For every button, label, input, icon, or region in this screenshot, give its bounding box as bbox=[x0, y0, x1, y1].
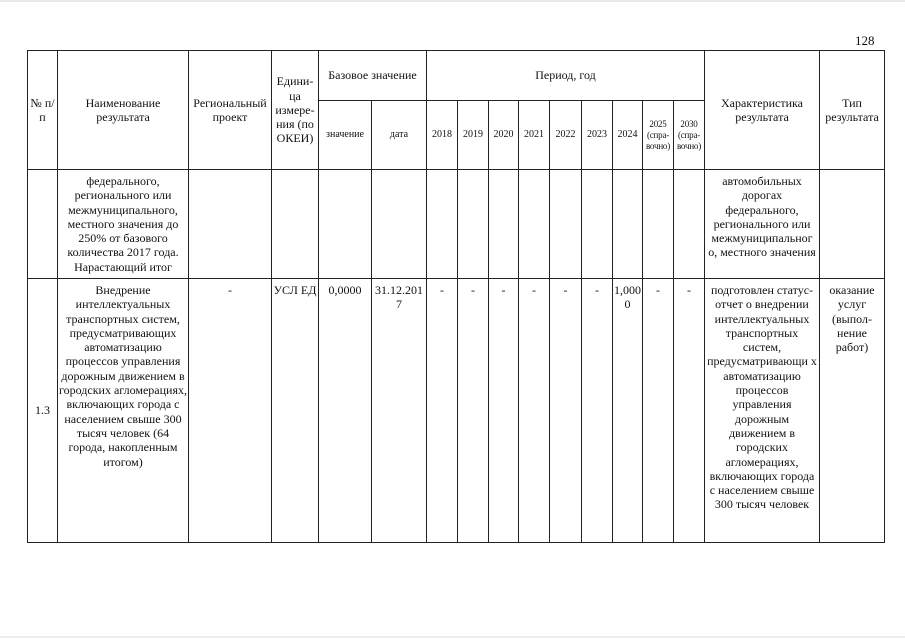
cell-characteristic: подготовлен статус-отчет о внедрении интеллектуальных транспортных систем, предусматривающи х автоматизацию процессов управления дорожным движением в городских агломерациях, включающих города с населением свыше 300 тысяч человек bbox=[705, 279, 820, 543]
cell-empty bbox=[613, 170, 643, 279]
cell-empty bbox=[820, 170, 885, 279]
header-year: 2019 bbox=[458, 101, 489, 170]
cell-name: федерального, регионального или межмуниципального, местного значения до 250% от базового количества 2017 года. Нарастающий итог bbox=[58, 170, 189, 279]
header-name: Наименование результата bbox=[58, 51, 189, 170]
results-table bbox=[27, 50, 885, 543]
header-row-main bbox=[28, 51, 885, 101]
header-year: 2020 bbox=[489, 101, 519, 170]
table-row-continuation bbox=[28, 170, 885, 279]
cell-year: - bbox=[427, 279, 458, 543]
cell-year: - bbox=[519, 279, 550, 543]
cell-empty bbox=[582, 170, 613, 279]
cell-empty bbox=[643, 170, 674, 279]
cell-year: - bbox=[582, 279, 613, 543]
cell-unit: УСЛ ЕД bbox=[272, 279, 319, 543]
cell-year-2024: 1,0000 bbox=[613, 279, 643, 543]
cell-empty bbox=[427, 170, 458, 279]
cell-characteristic: автомобильных дорогах федерального, регионального или межмуниципальног о, местного значения bbox=[705, 170, 820, 279]
header-period: Период, год bbox=[427, 51, 705, 101]
cell-empty bbox=[458, 170, 489, 279]
cell-base-date: 31.12.2017 bbox=[372, 279, 427, 543]
header-base-value: значение bbox=[319, 101, 372, 170]
header-regional: Региональный проект bbox=[189, 51, 272, 170]
header-year-2025: 2025 (спра-вочно) bbox=[643, 101, 674, 170]
cell-empty bbox=[272, 170, 319, 279]
cell-empty bbox=[372, 170, 427, 279]
header-year: 2024 bbox=[613, 101, 643, 170]
cell-regional: - bbox=[189, 279, 272, 543]
cell-num: 1.3 bbox=[28, 279, 58, 543]
cell-empty bbox=[189, 170, 272, 279]
cell-year: - bbox=[489, 279, 519, 543]
scan-edge-bottom bbox=[0, 636, 905, 638]
header-base-date: дата bbox=[372, 101, 427, 170]
header-type: Тип результата bbox=[820, 51, 885, 170]
cell-year-2030: - bbox=[674, 279, 705, 543]
header-year: 2023 bbox=[582, 101, 613, 170]
cell-year: - bbox=[550, 279, 582, 543]
cell-empty bbox=[319, 170, 372, 279]
header-year: 2022 bbox=[550, 101, 582, 170]
page-number: 128 bbox=[855, 33, 875, 48]
cell-num bbox=[28, 170, 58, 279]
table-row-1-3 bbox=[28, 279, 885, 543]
header-unit: Едини-ца измере-ния (по ОКЕИ) bbox=[272, 51, 319, 170]
cell-empty bbox=[550, 170, 582, 279]
scan-edge-top bbox=[0, 0, 905, 2]
cell-empty bbox=[489, 170, 519, 279]
cell-name: Внедрение интеллектуальных транспортных систем, предусматривающих автоматизацию процессов управления дорожным движением в городских агломерациях, включающих города с населением свыше 300 тысяч человек (64 города, накопленным итогом) bbox=[58, 279, 189, 543]
cell-empty bbox=[674, 170, 705, 279]
cell-type: оказание услуг (выпол-нение работ) bbox=[820, 279, 885, 543]
header-year-2030: 2030 (спра-вочно) bbox=[674, 101, 705, 170]
cell-empty bbox=[519, 170, 550, 279]
cell-year: - bbox=[458, 279, 489, 543]
header-num: № п/п bbox=[28, 51, 58, 170]
cell-base-value: 0,0000 bbox=[319, 279, 372, 543]
header-year: 2021 bbox=[519, 101, 550, 170]
header-base: Базовое значение bbox=[319, 51, 427, 101]
header-characteristic: Характеристика результата bbox=[705, 51, 820, 170]
cell-year-2025: - bbox=[643, 279, 674, 543]
header-year: 2018 bbox=[427, 101, 458, 170]
